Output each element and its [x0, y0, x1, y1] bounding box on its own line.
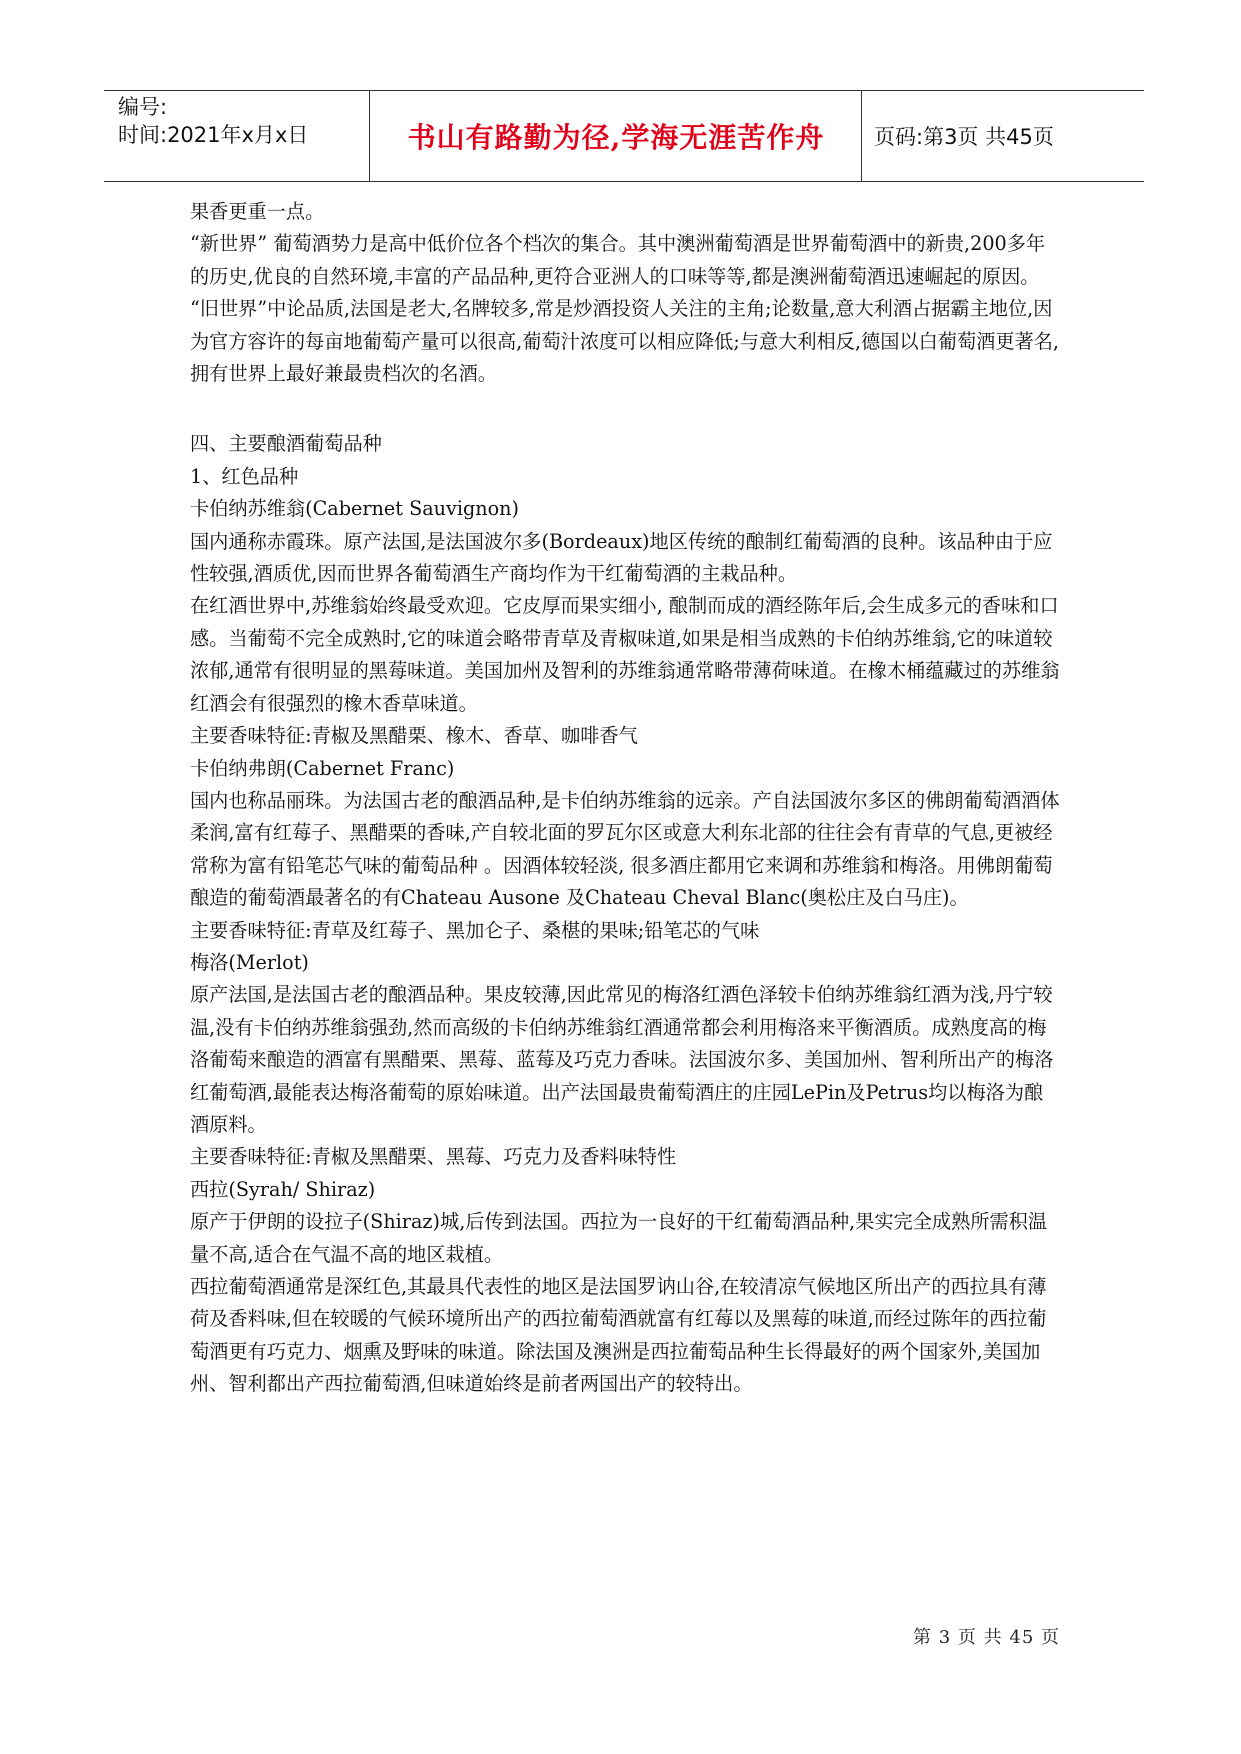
paragraph: 国内通称赤霞珠。原产法国,是法国波尔多(Bordeaux)地区传统的酿制红葡萄酒的良种。该品种由于应性较强,酒质优,因而世界各葡萄酒生产商均作为干红葡萄酒的主栽品种。 — [190, 529, 1053, 586]
header-divider — [369, 91, 370, 181]
paragraph: 果香更重一点。 — [190, 200, 325, 223]
page-header — [104, 90, 1144, 182]
paragraph: 西拉葡萄酒通常是深红色,其最具代表性的地区是法国罗讷山谷,在较清凉气候地区所出产的西拉具有薄荷及香料味,但在较暖的气候环境所出产的西拉葡萄酒就富有红莓以及黑莓的味道,而经过陈年的西拉葡萄酒更有巧克力、烟熏及野味的味道。除法国及澳洲是西拉葡萄品种生长得最好的两个国家外,美国加州、智利都出产西拉葡萄酒,但味道始终是前者两国出产的较特出。 — [190, 1275, 1047, 1396]
variety-title: 卡伯纳弗朗(Cabernet Franc) — [190, 756, 455, 780]
header-page-info: 页码:第3页 共45页 — [874, 125, 1054, 149]
aroma-characteristics: 主要香味特征:青椒及黑醋栗、黑莓、巧克力及香料味特性 — [190, 1145, 677, 1169]
paragraph: 原产法国,是法国古老的酿酒品种。果皮较薄,因此常见的梅洛红酒色泽较卡伯纳苏维翁红酒为浅,丹宁较温,没有卡伯纳苏维翁强劲,然而高级的卡伯纳苏维翁红酒通常都会利用梅洛来平衡酒质。成熟度高的梅洛葡萄来酿造的酒富有黑醋栗、黑莓、蓝莓及巧克力香味。法国波尔多、美国加州、智利所出产的梅洛红葡萄酒,最能表达梅洛葡萄的原始味道。出产法国最贵葡萄酒庄的庄园LePin及Petrus均以梅洛为酿酒原料。 — [190, 983, 1054, 1136]
variety-title: 西拉(Syrah/ Shiraz) — [190, 1177, 376, 1201]
header-motto: 书山有路勤为径,学海无涯苦作舟 — [407, 121, 825, 154]
page-footer: 第 3 页 共 45 页 — [913, 1627, 1060, 1648]
paragraph: “旧世界”中论品质,法国是老大,名牌较多,常是炒酒投资人关注的主角;论数量,意大利酒占据霸主地位,因为官方容许的每亩地葡萄产量可以很高,葡萄汁浓度可以相应降低;与意大利相反,德国以白葡萄酒更著名,拥有世界上最好兼最贵档次的名酒。 — [190, 297, 1060, 386]
subsection-heading: 1、红色品种 — [190, 464, 299, 488]
paragraph-gap — [190, 390, 1062, 428]
section-heading: 四、主要酿酒葡萄品种 — [190, 432, 382, 456]
variety-title: 卡伯纳苏维翁(Cabernet Sauvignon) — [190, 497, 520, 521]
document-time-label: 时间:2021年x月x日 — [118, 123, 309, 147]
variety-title: 梅洛(Merlot) — [190, 950, 309, 974]
paragraph: 原产于伊朗的设拉子(Shiraz)城,后传到法国。西拉为一良好的干红葡萄酒品种,果实完全成熟所需积温量不高,适合在气温不高的地区栽植。 — [190, 1210, 1048, 1266]
aroma-characteristics: 主要香味特征:青草及红莓子、黑加仑子、桑椹的果味;铅笔芯的气味 — [190, 918, 760, 942]
paragraph: “新世界” 葡萄酒势力是高中低价位各个档次的集合。其中澳洲葡萄酒是世界葡萄酒中的新贵,200多年的历史,优良的自然环境,丰富的产品品种,更符合亚洲人的口味等等,都是澳洲葡萄酒迅速崛起的原因。 — [190, 232, 1046, 288]
paragraph: 在红酒世界中,苏维翁始终最受欢迎。它皮厚而果实细小, 酿制而成的酒经陈年后,会生成多元的香味和口感。当葡萄不完全成熟时,它的味道会略带青草及青椒味道,如果是相当成熟的卡伯纳苏维翁,它的味道较浓郁,通常有很明显的黑莓味道。美国加州及智利的苏维翁通常略带薄荷味道。在橡木桶蕴藏过的苏维翁红酒会有很强烈的橡木香草味道。 — [190, 594, 1060, 715]
header-divider — [861, 91, 862, 181]
paragraph: 国内也称品丽珠。为法国古老的酿酒品种,是卡伯纳苏维翁的远亲。产自法国波尔多区的佛朗葡萄酒酒体柔润,富有红莓子、黑醋栗的香味,产自较北面的罗瓦尔区或意大利东北部的往往会有青草的气息,更被经常称为富有铅笔芯气味的葡萄品种 。因酒体较轻淡, 很多酒庄都用它来调和苏维翁和梅洛。用佛朗葡萄酿造的葡萄酒最著名的有Chateau Ausone 及Chateau Cheval Blanc(奥松庄及白马庄)。 — [190, 788, 1060, 910]
aroma-characteristics: 主要香味特征:青椒及黑醋栗、橡木、香草、咖啡香气 — [190, 724, 638, 748]
document-number-label: 编号: — [118, 95, 168, 119]
document-body — [190, 196, 1062, 1401]
